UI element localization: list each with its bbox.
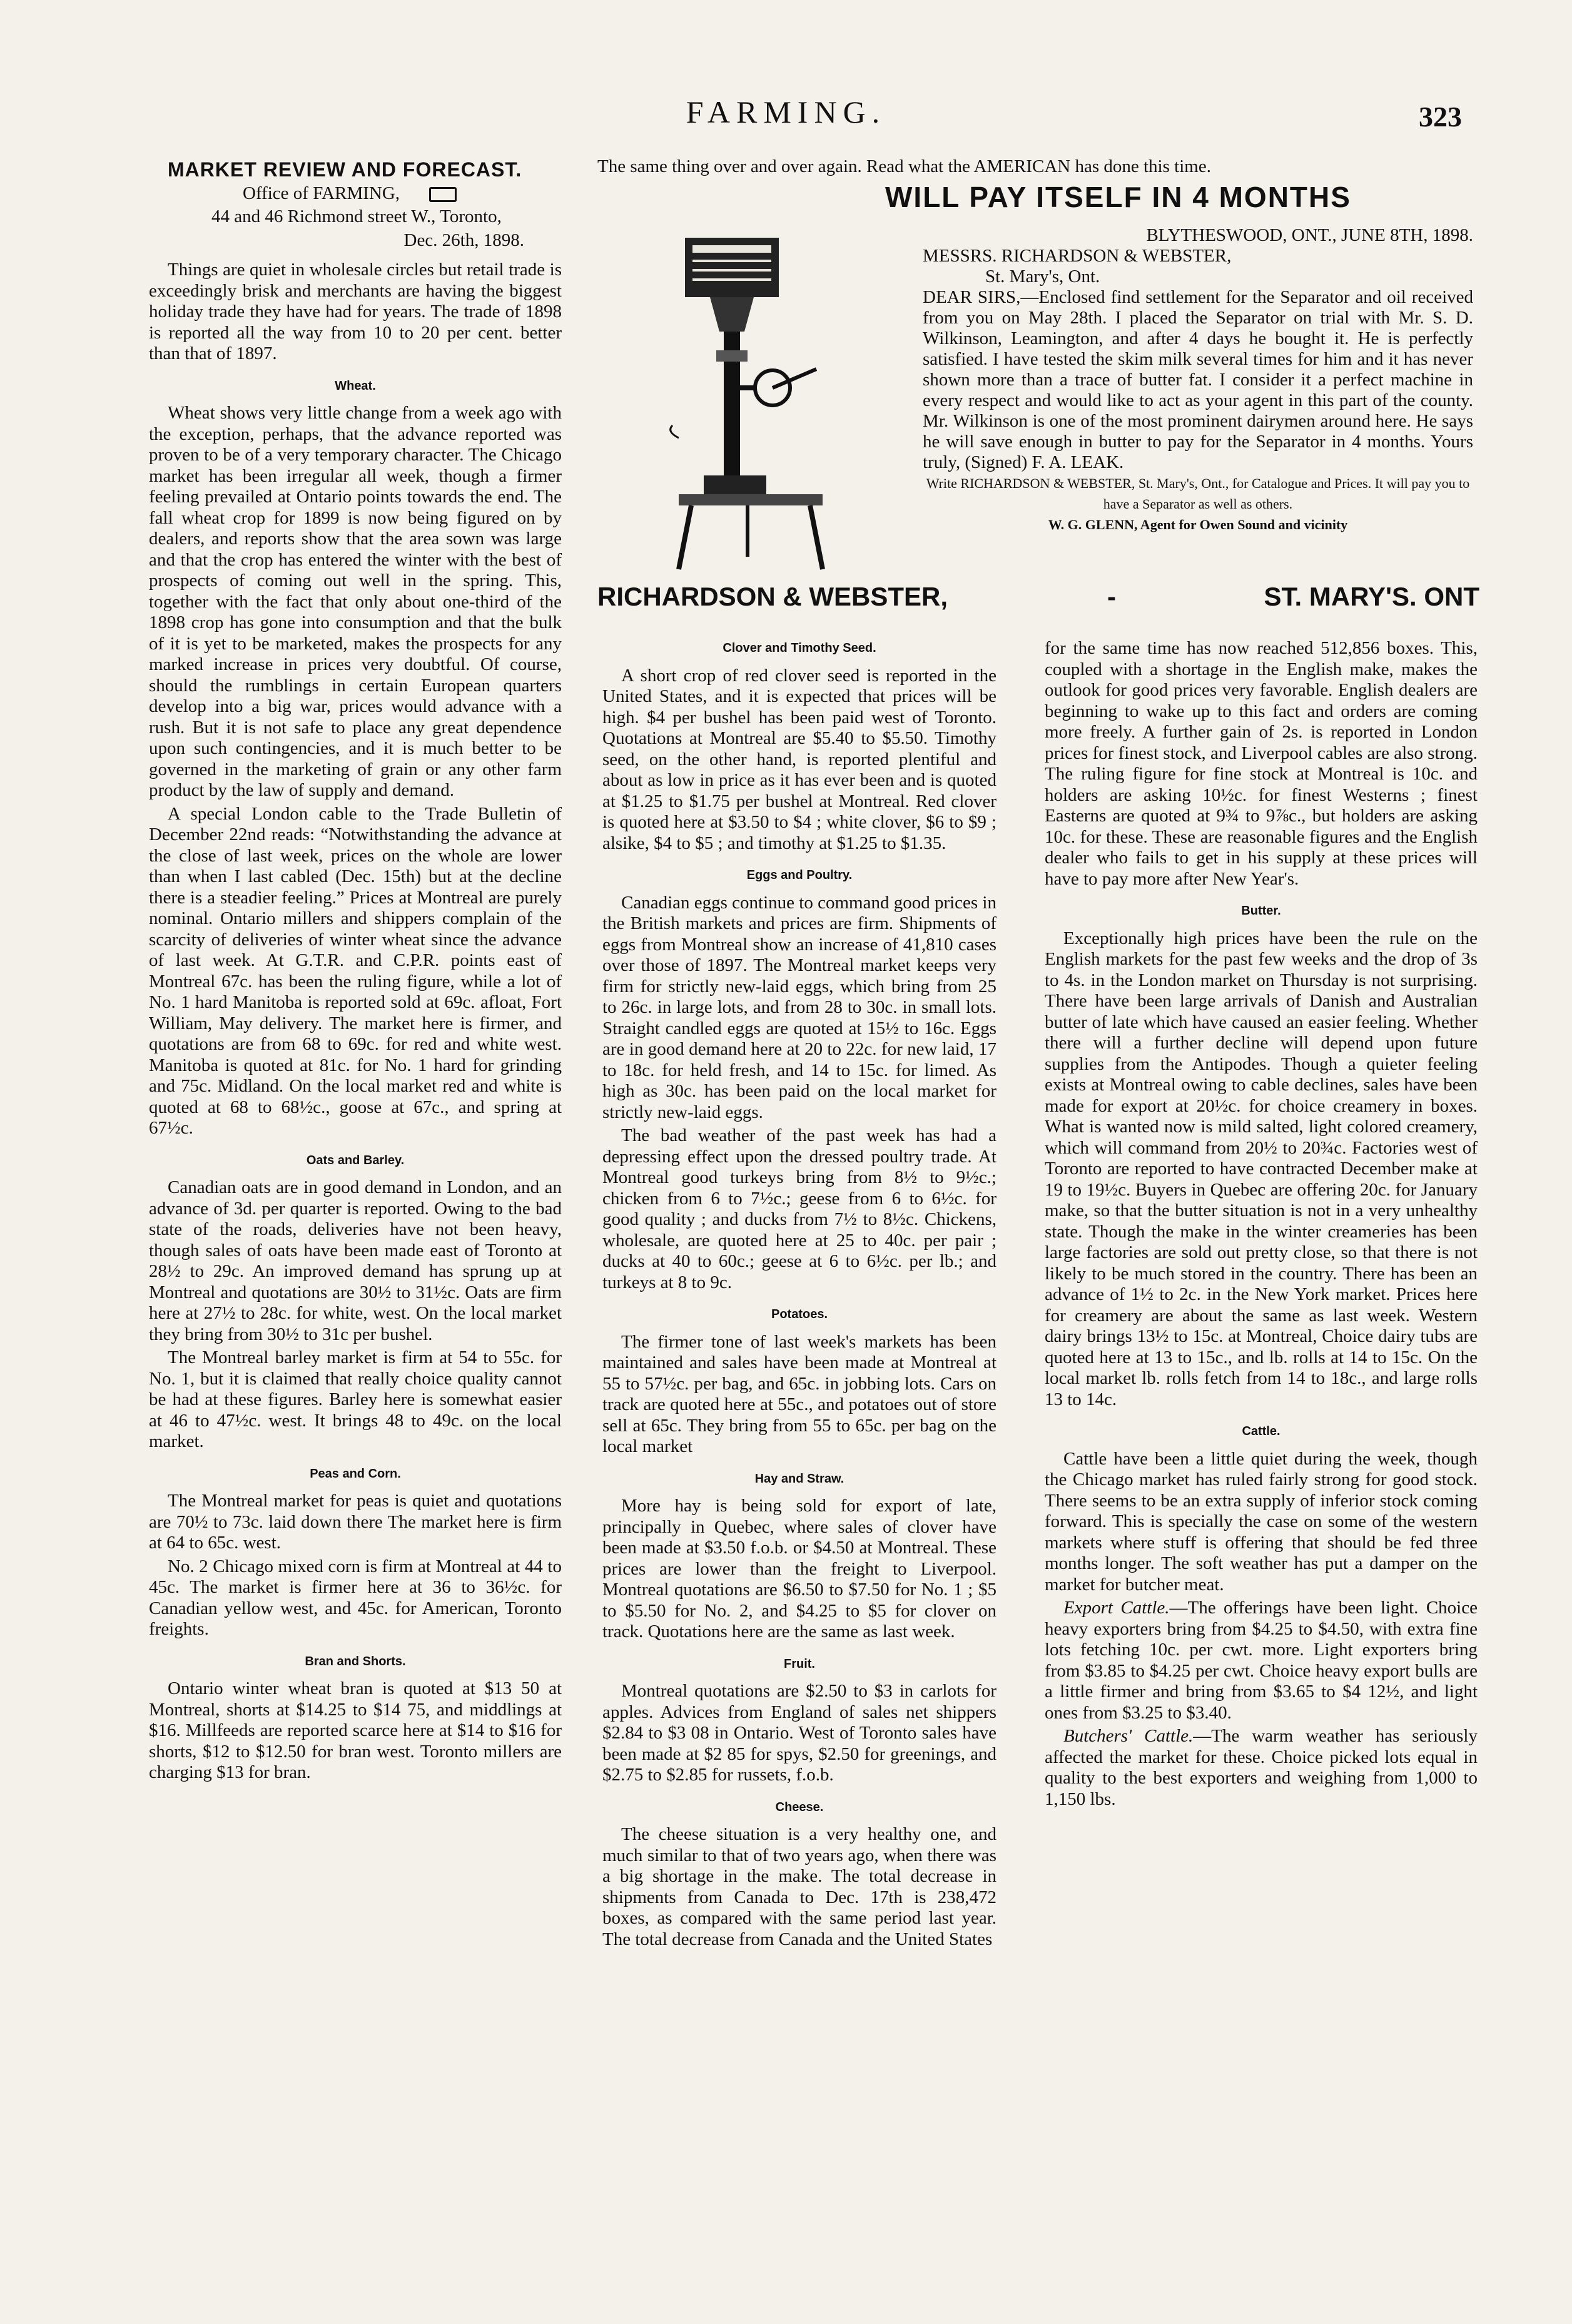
butchers-cattle-paragraph bbox=[1045, 1726, 1478, 1810]
ad-agent-line: W. G. GLENN, Agent for Owen Sound and vicinity bbox=[1048, 517, 1348, 532]
address-line: 44 and 46 Richmond street W., Toronto, bbox=[211, 206, 502, 226]
wheat-paragraph-1: Wheat shows very little change from a week ago with the exception, perhaps, that the advance reported was proven to be of a very temporary character. The Chicago market has been irregular all week, though a firmer feeling prevailed at Ontario points towards the end. The fall wheat crop for 1899 is now being figured on by dealers, and reports show that the area sown was large and that the crop has entered the winter with the best of prospects of coming out well in the spring. This, together with the fact that only about one-third of the 1898 crop has gone into consumption and that the bulk of it is yet to be marketed, makes the prospects for any marked increase in prices very doubtful. Of course, should the rumblings in certain European quarters develop into a big war, prices would advance with a rush. But it is not safe to place any great dependence upon such contingencies, and it is much better to be governed in the marketing of grain or any other farm product by the law of supply and demand. bbox=[149, 403, 562, 800]
ad-write-line: Write RICHARDSON & WEBSTER, St. Mary's, Ont., for Catalogue and Prices. It will pay you to have a Separator as well as others. bbox=[926, 475, 1470, 512]
testimonial-letter bbox=[923, 225, 1473, 535]
letter-addressee: MESSRS. RICHARDSON & WEBSTER, bbox=[923, 246, 1232, 266]
cheese-paragraph-1: The cheese situation is a very healthy one, and much similar to that of two years ago, when there was a big shortage in the make. The total decrease in shipments from Canada to Dec. 17th is 238,472 boxes, as compared with the same period last year. The total decrease from Canada and the United States bbox=[602, 1824, 996, 1949]
cheese-continued: for the same time has now reached 512,856 boxes. This, coupled with a shortage in the English make, makes the outlook for good prices very favorable. English dealers are beginning to wake up to this fact and orders are coming more freely. A further gain of 2s. is reported in London prices for finest stock, and Liverpool cables are also strong. The ruling figure for fine stock at Montreal is 10c. and holders are asking 10½c. for finest Westerns ; finest Easterns are quoted at 9¾ to 9⅞c., but holders are asking 10c. for these. These are reasonable figures and the English dealer who fails to get in his supply at these prices will have to pay more after New Year's. bbox=[1045, 638, 1478, 889]
letter-dateline: BLYTHESWOOD, ONT., JUNE 8TH, 1898. bbox=[1146, 225, 1473, 245]
ad-footer bbox=[597, 582, 1486, 613]
butchers-cattle-label: Butchers' Cattle. bbox=[1063, 1726, 1194, 1746]
column-middle bbox=[602, 638, 996, 1952]
cattle-paragraph-1: Cattle have been a little quiet during the week, though the Chicago market has ruled fairly strong for good stock. There seems to be an extra supply of inferior stock coming forward. This is specially the case on some of the western markets where stuff is offering that should be fed three months longer. The soft weather has put a damper on the market for butcher meat. bbox=[1045, 1448, 1478, 1595]
peas-paragraph-1: The Montreal market for peas is quiet and quotations are 70½ to 73c. laid down there The market here is firm at 64 to 65c. west. bbox=[149, 1491, 562, 1553]
butchers-cattle-text: —The warm weather has seriously affected the market for these. Choice picked lots equal in quality to the best exporters and weighing from 1,000 to 1,150 lbs. bbox=[1045, 1726, 1478, 1809]
office-line: Office of FARMING, bbox=[243, 183, 400, 203]
hay-paragraph-1: More hay is being sold for export of late, principally in Quebec, where sales of clover have been made at $3.50 f.o.b. or $4.50 at Montreal. These prices are lower than the freight to Liverpool. Montreal quotations are $6.50 to $7.50 for No. 1 ; $5 to $5.50 for No. 2, and $4.25 to $5 for clover on track. Quotations here are the same as last week. bbox=[602, 1496, 996, 1642]
ad-intro: The same thing over and over again. Read what the AMERICAN has done this time. bbox=[597, 156, 1211, 176]
subhead-potatoes: Potatoes. bbox=[771, 1307, 828, 1321]
ornament-icon bbox=[429, 187, 457, 202]
subhead-bran-shorts: Bran and Shorts. bbox=[305, 1654, 406, 1668]
butter-paragraph-1: Exceptionally high prices have been the rule on the English markets for the past few weeks and the drop of 3s to 4s. in the London market on Thursday is not surprising. There have been large arrivals of Danish and Australian butter of late which have caused an easier feeling. Whether there will a further decline will depend upon future supplies from the Antipodes. Though a quieter feeling exists at Montreal owing to cable declines, sales have been made for export at 20½c. for choice creamery in boxes. What is wanted now is mild salted, light colored creamery, which will command from 20½ to 20¾c. Factories west of Toronto are reported to have contracted December make at 19 to 19½c. Buyers in Quebec are offering 20c. for January make, so that the butter situation is not in a very unhealthy state. Though the make in the winter creameries has been large factories are sold out pretty close, so that there is not likely to be much stored in the country. There has been an advance of 1½ to 2c. in the New York market. Prices here for creamery are about the same as last week. Western dairy brings 13½ to 15c. at Montreal, Choice dairy tubs are quoted here at 13 to 15c., and lb. rolls at 14 to 15c. On the local market lb. rolls fetch from 14 to 18c., and large rolls 13 to 14c. bbox=[1045, 928, 1478, 1409]
footer-dash: - bbox=[1107, 582, 1116, 611]
subhead-cattle: Cattle. bbox=[1242, 1424, 1280, 1438]
oats-paragraph-1: Canadian oats are in good demand in London, and an advance of 3d. per quarter is reported. Owing to the bad state of the roads, deliveries have not been heavy, though sales of oats have been made east of Toronto at 28½ to 29c. An improved demand has sprung up at Montreal and quotations are 30½ to 31½c. Oats are firm here at 27½ to 28c. for white, west. On the local market they bring from 30½ to 31c per bushel. bbox=[149, 1177, 562, 1344]
eggs-paragraph-1: Canadian eggs continue to command good prices in the British markets and prices are firm. Shipments of eggs from Montreal show an increase of 41,810 cases over those of 1897. The Montreal market keeps very firm for strictly new-laid eggs, which bring from 25 to 26c. in large lots, and from 28 to 30c. in small lots. Straight candled eggs are quoted at 15½ to 16c. Eggs are in good demand here at 20 to 22c. for new laid, 17 to 18c. for held fresh, and 14 to 15c. for limed. As high as 30c. has been paid on the local market for strictly new-laid eggs. bbox=[602, 892, 996, 1122]
subhead-butter: Butter. bbox=[1241, 904, 1281, 918]
section-title: MARKET REVIEW AND FORECAST. bbox=[168, 158, 522, 181]
cream-separator-illustration bbox=[666, 225, 829, 576]
advertiser-name: RICHARDSON & WEBSTER, bbox=[597, 582, 948, 611]
wheat-paragraph-2: A special London cable to the Trade Bulletin of December 22nd reads: “Notwithstanding the advance at the close of last week, prices on the whole are lower than when I last cabled (Dec. 15th) but at the decline there is a steadier feeling.” Prices at Montreal are purely nominal. Ontario millers and shippers complain of the scarcity of deliveries of winter wheat since the advance of last week. At G.T.R. and C.P.R. points east of Montreal 67c. has been the ruling figure, while a lot of No. 1 hard Manitoba is reported sold at 69c. afloat, Fort William, May delivery. The market here is firmer, and quotations are from 68 to 69c. for red and white west. Manitoba is quoted at 81c. for No. 1 hard for grinding and 75c. Midland. On the local market red and white is quoted at 68 to 68½c., goose at 67c., and spring at 67½c. bbox=[149, 803, 562, 1138]
export-cattle-text: —The offerings have been light. Choice heavy exporters bring from $4.25 to $4.50, with extra fine lots fetching 10c. per cwt. more. Light exporters bring from $3.85 to $4.25 per cwt. Choice heavy export bulls are a little firmer and bring from $3.65 to $4 12½, and light ones from $3.25 to $3.40. bbox=[1045, 1598, 1478, 1723]
peas-paragraph-2: No. 2 Chicago mixed corn is firm at Montreal at 44 to 45c. The market is firmer here at 36 to 36½c. for Canadian yellow west, and 45c. for American, Toronto freights. bbox=[149, 1556, 562, 1639]
dateline: Dec. 26th, 1898. bbox=[403, 230, 524, 250]
subhead-clover-timothy: Clover and Timothy Seed. bbox=[723, 641, 876, 655]
subhead-eggs-poultry: Eggs and Poultry. bbox=[746, 868, 853, 882]
advertiser-town: ST. MARY'S. ONT bbox=[1264, 582, 1479, 611]
eggs-paragraph-2: The bad weather of the past week has had a depressing effect upon the dressed poultry trade. At Montreal good turkeys bring from 8½ to 9½c.; chicken from 6 to 7½c.; geese from 6 to 6½c. for good quality ; and ducks from 7½ to 8½c. Chickens, wholesale, are quoted here at 25 to 40c. per pair ; ducks at 40 to 60c.; geese at 6 to 6½c. per lb.; and turkeys at 8 to 9c. bbox=[602, 1125, 996, 1292]
page-number: 323 bbox=[1419, 101, 1462, 133]
ad-headline: WILL PAY ITSELF IN 4 MONTHS bbox=[885, 181, 1351, 213]
bran-paragraph-1: Ontario winter wheat bran is quoted at $13 50 at Montreal, shorts at $14.25 to $14 75, and middlings at $16. Millfeeds are reported scarce here at $14 to $16 for shorts, $12 to $12.50 for bran west. Toronto millers are charging $13 for bran. bbox=[149, 1678, 562, 1782]
clover-paragraph-1: A short crop of red clover seed is reported in the United States, and it is expected that prices will be high. $4 per bushel has been paid west of Toronto. Quotations at Montreal are $5.40 to $5.50. Timothy seed, on the other hand, is reported plentiful and about as low in price as it has ever been and is quoted at $1.25 to $1.75 per bushel at Montreal. Red clover is quoted here at $3.50 to $4 ; white clover, $6 to $9 ; alsike, $4 to $5 ; and timothy at $1.25 to $1.35. bbox=[602, 665, 996, 853]
subhead-fruit: Fruit. bbox=[784, 1657, 815, 1671]
subhead-hay-straw: Hay and Straw. bbox=[754, 1471, 844, 1486]
subhead-cheese: Cheese. bbox=[775, 1800, 824, 1814]
running-head: FARMING. bbox=[686, 94, 886, 129]
subhead-oats-barley: Oats and Barley. bbox=[306, 1153, 405, 1167]
subhead-wheat: Wheat. bbox=[335, 378, 376, 393]
letter-addressee-town: St. Mary's, Ont. bbox=[985, 266, 1100, 287]
export-cattle-label: Export Cattle. bbox=[1063, 1598, 1170, 1618]
export-cattle-paragraph bbox=[1045, 1598, 1478, 1723]
oats-paragraph-2: The Montreal barley market is firm at 54 to 55c. for No. 1, but it is claimed that really choice quality cannot be had at these figures. Barley here is somewhat easier at 46 to 47½c. west. It brings 48 to 49c. on the local market. bbox=[149, 1347, 562, 1451]
potatoes-paragraph-1: The firmer tone of last week's markets has been maintained and sales have been made at Montreal at 55 to 57½c. per bag, and 65c. in jobbing lots. Cars on track are quoted here at 55c., and potatoes out of store sell at 65c. They bring from 55 to 65c. per bag on the local market bbox=[602, 1331, 996, 1456]
column-market-review bbox=[149, 160, 562, 1786]
letter-body: DEAR SIRS,—Enclosed find settlement for the Separator and oil received from you on May 28th. I placed the Separator on trial with Mr. S. D. Wilkinson, Leamington, and after 4 days he bought it. He is perfectly satisfied. I have tested the skim milk several times for him and it has never shown more than a trace of butter fat. I consider it a perfect machine in every respect and would like to act as your agent in this part of the county. Mr. Wilkinson is one of the most prominent dairymen around here. He says he will save enough in butter to pay for the Separator in 4 months. Yours truly, (Signed) F. A. LEAK. bbox=[923, 287, 1473, 472]
subhead-peas-corn: Peas and Corn. bbox=[310, 1466, 401, 1481]
separator-advertisement bbox=[597, 156, 1486, 619]
column-right bbox=[1045, 638, 1478, 1812]
fruit-paragraph-1: Montreal quotations are $2.50 to $3 in carlots for apples. Advices from England of sales net shippers $2.84 to $3 08 in Ontario. West of Toronto sales have been made at $2 85 for spys, $2.50 for greenings, and $2.75 to $2.85 for russets, f.o.b. bbox=[602, 1681, 996, 1785]
intro-paragraph: Things are quiet in wholesale circles but retail trade is exceedingly brisk and merchants are having the biggest holiday trade they have had for years. The trade of 1898 is reported all the way from 10 to 20 per cent. better than that of 1897. bbox=[149, 260, 562, 363]
